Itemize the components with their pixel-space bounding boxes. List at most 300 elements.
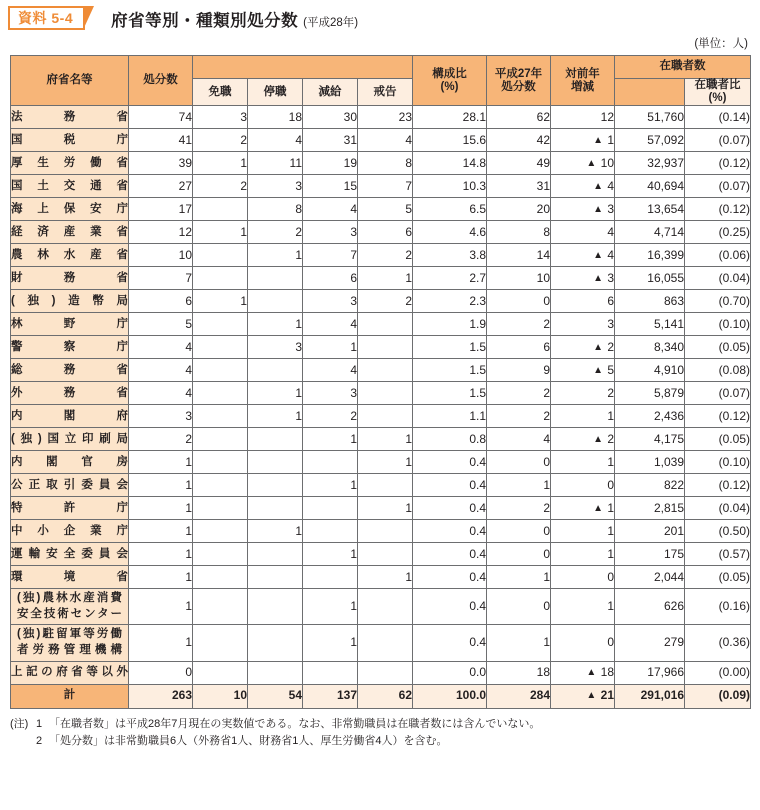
cell-ministry-name xyxy=(11,625,129,661)
cell-employee-ratio: (0.06) xyxy=(685,244,751,267)
footnote-row xyxy=(10,733,760,750)
cell-yoy-change: 0 xyxy=(551,474,615,497)
cell-composition-ratio: 1.5 xyxy=(413,382,487,405)
cell-reprimand xyxy=(358,405,413,428)
triangle-negative-icon: ▲ xyxy=(593,134,603,146)
cell-composition-ratio: 6.5 xyxy=(413,198,487,221)
cell-employees: 51,760 xyxy=(615,106,685,129)
cell-pay-cut: 1 xyxy=(303,474,358,497)
cell-employees: 40,694 xyxy=(615,175,685,198)
cell-reprimand xyxy=(358,625,413,661)
cell-ministry-name: 法務省 xyxy=(11,106,129,129)
cell-prev-year: 0 xyxy=(487,451,551,474)
cell-reprimand: 1 xyxy=(358,497,413,520)
cell-prev-year: 2 xyxy=(487,382,551,405)
cell-total-actions: 3 xyxy=(129,405,193,428)
cell-ministry-name: 特許庁 xyxy=(11,497,129,520)
footnote-text-2: 「処分数」は非常勤職員6人（外務省1人、財務省1人、厚生労働省4人）を含む。 xyxy=(49,734,448,747)
cell-suspension: 1 xyxy=(248,520,303,543)
cell-pay-cut: 2 xyxy=(303,405,358,428)
cell-ministry-name: 内閣官房 xyxy=(11,451,129,474)
cell-employees: 57,092 xyxy=(615,129,685,152)
cell-ministry-name: 総務省 xyxy=(11,359,129,382)
table-total-row xyxy=(11,684,751,708)
cell-prev-year: 2 xyxy=(487,497,551,520)
cell-composition-ratio: 2.7 xyxy=(413,267,487,290)
cell-pay-cut xyxy=(303,497,358,520)
cell-pay-cut: 31 xyxy=(303,129,358,152)
cell-dismissal xyxy=(193,428,248,451)
cell-yoy-change: ▲ 4 xyxy=(551,175,615,198)
cell-reprimand xyxy=(358,313,413,336)
cell-pay-cut: 6 xyxy=(303,267,358,290)
cell-total-actions: 6 xyxy=(129,290,193,313)
table-row xyxy=(11,290,751,313)
cell-dismissal xyxy=(193,382,248,405)
cell-pay-cut: 7 xyxy=(303,244,358,267)
cell-dismissal xyxy=(193,589,248,625)
col-header-composition-ratio-line1: 構成比 xyxy=(432,67,467,80)
cell-employee-ratio: (0.10) xyxy=(685,451,751,474)
cell-prev-year: 0 xyxy=(487,290,551,313)
cell-pay-cut: 1 xyxy=(303,625,358,661)
cell-employee-ratio: (0.10) xyxy=(685,313,751,336)
cell-ministry-name: 海上保安庁 xyxy=(11,198,129,221)
cell-prev-year: 9 xyxy=(487,359,551,382)
cell-yoy-change: ▲ 1 xyxy=(551,129,615,152)
triangle-negative-icon: ▲ xyxy=(586,157,597,169)
cell-prev-year: 18 xyxy=(487,661,551,684)
cell-employee-ratio: (0.00) xyxy=(685,661,751,684)
cell-employees-total: 291,016 xyxy=(615,684,685,708)
cell-employee-ratio: (0.05) xyxy=(685,336,751,359)
cell-suspension: 4 xyxy=(248,129,303,152)
cell-total-actions: 0 xyxy=(129,661,193,684)
table-row xyxy=(11,106,751,129)
cell-employee-ratio: (0.12) xyxy=(685,198,751,221)
col-header-prev-year xyxy=(487,56,551,106)
table-row xyxy=(11,428,751,451)
table-row xyxy=(11,175,751,198)
cell-total-actions: 7 xyxy=(129,267,193,290)
cell-dismissal xyxy=(193,566,248,589)
cell-reprimand: 23 xyxy=(358,106,413,129)
cell-employee-ratio: (0.25) xyxy=(685,221,751,244)
cell-total-label: 計 xyxy=(11,684,129,708)
cell-prev-year: 62 xyxy=(487,106,551,129)
cell-suspension: 2 xyxy=(248,221,303,244)
cell-pay-cut-total: 137 xyxy=(303,684,358,708)
cell-reprimand: 1 xyxy=(358,267,413,290)
col-header-prev-year-line2: 処分数 xyxy=(501,80,536,93)
cell-pay-cut xyxy=(303,661,358,684)
triangle-negative-icon: ▲ xyxy=(586,690,597,702)
cell-suspension xyxy=(248,290,303,313)
cell-suspension xyxy=(248,543,303,566)
cell-reprimand: 1 xyxy=(358,566,413,589)
cell-reprimand: 5 xyxy=(358,198,413,221)
cell-employees: 13,654 xyxy=(615,198,685,221)
cell-reprimand xyxy=(358,543,413,566)
col-header-dismissal: 免職 xyxy=(193,79,248,106)
header-row-1 xyxy=(11,56,751,79)
table-row xyxy=(11,152,751,175)
cell-dismissal xyxy=(193,474,248,497)
disciplinary-actions-table xyxy=(10,55,751,709)
cell-reprimand: 6 xyxy=(358,221,413,244)
cell-dismissal xyxy=(193,267,248,290)
cell-prev-year: 20 xyxy=(487,198,551,221)
cell-reprimand: 2 xyxy=(358,244,413,267)
col-header-pay-cut: 減給 xyxy=(303,79,358,106)
cell-yoy-change: 3 xyxy=(551,313,615,336)
cell-yoy-change: 1 xyxy=(551,543,615,566)
cell-yoy-change: 2 xyxy=(551,382,615,405)
cell-yoy-change: 1 xyxy=(551,405,615,428)
cell-prev-year: 2 xyxy=(487,405,551,428)
cell-composition-ratio: 4.6 xyxy=(413,221,487,244)
cell-reprimand xyxy=(358,336,413,359)
cell-suspension xyxy=(248,661,303,684)
cell-employees: 8,340 xyxy=(615,336,685,359)
cell-suspension xyxy=(248,267,303,290)
table-row xyxy=(11,336,751,359)
cell-dismissal xyxy=(193,497,248,520)
cell-yoy-change: 6 xyxy=(551,290,615,313)
col-header-suspension: 停職 xyxy=(248,79,303,106)
cell-dismissal xyxy=(193,198,248,221)
col-header-employees-count xyxy=(615,79,685,106)
cell-employee-ratio: (0.36) xyxy=(685,625,751,661)
cell-employees: 279 xyxy=(615,625,685,661)
col-header-employee-ratio xyxy=(685,79,751,106)
cell-dismissal: 1 xyxy=(193,152,248,175)
table-row xyxy=(11,661,751,684)
cell-suspension xyxy=(248,497,303,520)
cell-yoy-change: ▲ 2 xyxy=(551,428,615,451)
cell-total-actions: 27 xyxy=(129,175,193,198)
cell-composition-ratio: 1.5 xyxy=(413,336,487,359)
cell-composition-ratio: 0.8 xyxy=(413,428,487,451)
document-title-bar xyxy=(0,0,760,30)
cell-employee-ratio: (0.12) xyxy=(685,152,751,175)
cell-prev-year: 49 xyxy=(487,152,551,175)
cell-prev-year: 10 xyxy=(487,267,551,290)
cell-dismissal xyxy=(193,336,248,359)
cell-ministry-name: 財務省 xyxy=(11,267,129,290)
cell-dismissal xyxy=(193,359,248,382)
cell-prev-year: 0 xyxy=(487,589,551,625)
cell-total-actions: 1 xyxy=(129,625,193,661)
cell-pay-cut: 30 xyxy=(303,106,358,129)
cell-reprimand: 8 xyxy=(358,152,413,175)
cell-composition-ratio: 0.4 xyxy=(413,589,487,625)
cell-prev-year: 8 xyxy=(487,221,551,244)
cell-dismissal xyxy=(193,451,248,474)
cell-employee-ratio: (0.12) xyxy=(685,405,751,428)
cell-composition-ratio: 1.1 xyxy=(413,405,487,428)
cell-composition-ratio: 0.4 xyxy=(413,451,487,474)
cell-employee-ratio: (0.05) xyxy=(685,428,751,451)
cell-employees: 1,039 xyxy=(615,451,685,474)
page-title-note: (平成28年) xyxy=(303,17,359,29)
cell-employee-ratio: (0.12) xyxy=(685,474,751,497)
cell-total-actions: 2 xyxy=(129,428,193,451)
cell-reprimand xyxy=(358,589,413,625)
cell-prev-year: 6 xyxy=(487,336,551,359)
unit-label: (単位：人) xyxy=(694,38,748,50)
table-row xyxy=(11,221,751,244)
cell-total-actions: 74 xyxy=(129,106,193,129)
col-header-yoy-change-line2: 増減 xyxy=(571,80,594,93)
cell-prev-year: 4 xyxy=(487,428,551,451)
cell-yoy-change: ▲ 5 xyxy=(551,359,615,382)
cell-dismissal xyxy=(193,405,248,428)
footnote-index-1: 1 xyxy=(36,717,43,730)
cell-employees: 16,399 xyxy=(615,244,685,267)
table-row xyxy=(11,129,751,152)
cell-dismissal: 2 xyxy=(193,129,248,152)
cell-suspension: 11 xyxy=(248,152,303,175)
cell-composition-ratio: 2.3 xyxy=(413,290,487,313)
cell-employee-ratio: (0.04) xyxy=(685,267,751,290)
table-row xyxy=(11,474,751,497)
cell-yoy-change: ▲ 2 xyxy=(551,336,615,359)
triangle-negative-icon: ▲ xyxy=(593,433,603,445)
cell-employee-ratio: (0.08) xyxy=(685,359,751,382)
cell-employee-ratio: (0.04) xyxy=(685,497,751,520)
cell-reprimand xyxy=(358,382,413,405)
cell-reprimand xyxy=(358,474,413,497)
cell-employees: 2,436 xyxy=(615,405,685,428)
table-body xyxy=(11,106,751,708)
cell-prev-year: 14 xyxy=(487,244,551,267)
cell-pay-cut: 3 xyxy=(303,290,358,313)
cell-total-actions: 12 xyxy=(129,221,193,244)
footnote-index-2: 2 xyxy=(36,734,43,747)
cell-ministry-name: 農林水産省 xyxy=(11,244,129,267)
cell-pay-cut: 1 xyxy=(303,543,358,566)
cell-prev-year-total: 284 xyxy=(487,684,551,708)
cell-ministry-name: 厚生労働省 xyxy=(11,152,129,175)
figure-badge: 資料 5-4 xyxy=(8,6,85,30)
cell-prev-year: 0 xyxy=(487,520,551,543)
cell-employees: 16,055 xyxy=(615,267,685,290)
col-header-total-actions: 処分数 xyxy=(129,56,193,106)
cell-total-actions: 5 xyxy=(129,313,193,336)
cell-composition-ratio: 1.9 xyxy=(413,313,487,336)
table-row xyxy=(11,543,751,566)
cell-dismissal: 1 xyxy=(193,290,248,313)
cell-employees: 201 xyxy=(615,520,685,543)
col-header-employee-ratio-line2: (%) xyxy=(708,92,727,105)
cell-employee-ratio: (0.14) xyxy=(685,106,751,129)
cell-yoy-change: ▲ 4 xyxy=(551,244,615,267)
cell-employees: 17,966 xyxy=(615,661,685,684)
cell-ministry-name-line: 者労務管理機構 xyxy=(17,643,122,656)
triangle-negative-icon: ▲ xyxy=(593,203,603,215)
triangle-negative-icon: ▲ xyxy=(586,666,597,678)
cell-total-actions: 1 xyxy=(129,451,193,474)
cell-dismissal: 3 xyxy=(193,106,248,129)
page-title xyxy=(111,7,358,31)
cell-suspension: 1 xyxy=(248,244,303,267)
cell-suspension: 1 xyxy=(248,313,303,336)
triangle-negative-icon: ▲ xyxy=(593,502,603,514)
cell-pay-cut: 1 xyxy=(303,336,358,359)
cell-suspension xyxy=(248,428,303,451)
figure-badge-wrap xyxy=(8,10,85,28)
cell-ministry-name-line: 安全技術センター xyxy=(17,607,122,620)
cell-employee-ratio: (0.57) xyxy=(685,543,751,566)
footnote-label-spacer xyxy=(10,733,36,750)
cell-pay-cut: 1 xyxy=(303,589,358,625)
cell-suspension xyxy=(248,625,303,661)
table-row xyxy=(11,520,751,543)
cell-ministry-name-line: (独)駐留軍等労働 xyxy=(17,628,122,641)
cell-ministry-name: 内閣府 xyxy=(11,405,129,428)
cell-ministry-name: (独)造幣局 xyxy=(11,290,129,313)
cell-ministry-name: 運輸安全委員会 xyxy=(11,543,129,566)
cell-yoy-change: 1 xyxy=(551,451,615,474)
cell-employees: 822 xyxy=(615,474,685,497)
cell-composition-ratio: 0.0 xyxy=(413,661,487,684)
cell-composition-ratio: 3.8 xyxy=(413,244,487,267)
cell-total-actions-total: 263 xyxy=(129,684,193,708)
cell-total-actions: 4 xyxy=(129,359,193,382)
table-row xyxy=(11,198,751,221)
cell-total-actions: 4 xyxy=(129,382,193,405)
table-row xyxy=(11,625,751,661)
cell-ministry-name: (独)国立印刷局 xyxy=(11,428,129,451)
cell-yoy-change: 4 xyxy=(551,221,615,244)
cell-pay-cut: 4 xyxy=(303,313,358,336)
cell-suspension xyxy=(248,589,303,625)
cell-employee-ratio: (0.07) xyxy=(685,129,751,152)
table-row xyxy=(11,359,751,382)
cell-yoy-change: 12 xyxy=(551,106,615,129)
cell-reprimand: 7 xyxy=(358,175,413,198)
cell-yoy-change: 0 xyxy=(551,566,615,589)
cell-ministry-name: 外務省 xyxy=(11,382,129,405)
cell-suspension xyxy=(248,566,303,589)
cell-employee-ratio: (0.50) xyxy=(685,520,751,543)
cell-prev-year: 1 xyxy=(487,625,551,661)
cell-ministry-name: 国土交通省 xyxy=(11,175,129,198)
col-header-composition-ratio-line2: (%) xyxy=(440,80,459,93)
col-header-kind-group xyxy=(193,56,413,79)
footnote-label: (注) xyxy=(10,717,29,730)
cell-pay-cut: 19 xyxy=(303,152,358,175)
cell-yoy-change: ▲ 3 xyxy=(551,198,615,221)
cell-yoy-change: ▲ 3 xyxy=(551,267,615,290)
cell-employees: 2,815 xyxy=(615,497,685,520)
col-header-employee-ratio-line1: 在職者比 xyxy=(694,79,741,91)
cell-total-actions: 4 xyxy=(129,336,193,359)
cell-employees: 4,175 xyxy=(615,428,685,451)
cell-suspension: 18 xyxy=(248,106,303,129)
table-row xyxy=(11,267,751,290)
triangle-negative-icon: ▲ xyxy=(593,272,603,284)
cell-ministry-name: 中小企業庁 xyxy=(11,520,129,543)
cell-dismissal xyxy=(193,543,248,566)
cell-total-actions: 1 xyxy=(129,474,193,497)
cell-suspension: 8 xyxy=(248,198,303,221)
cell-dismissal-total: 10 xyxy=(193,684,248,708)
table-container xyxy=(0,51,760,709)
cell-suspension xyxy=(248,474,303,497)
triangle-negative-icon: ▲ xyxy=(593,249,603,261)
cell-suspension: 3 xyxy=(248,175,303,198)
col-header-employees-group: 在職者数 xyxy=(615,56,751,79)
cell-employees: 5,141 xyxy=(615,313,685,336)
cell-ministry-name: 経済産業省 xyxy=(11,221,129,244)
cell-composition-ratio: 0.4 xyxy=(413,474,487,497)
cell-prev-year: 0 xyxy=(487,543,551,566)
cell-yoy-change: 0 xyxy=(551,625,615,661)
cell-dismissal xyxy=(193,520,248,543)
cell-employee-ratio: (0.70) xyxy=(685,290,751,313)
cell-reprimand xyxy=(358,359,413,382)
cell-total-actions: 1 xyxy=(129,543,193,566)
page-title-main: 府省等別・種類別処分数 xyxy=(111,12,299,30)
cell-dismissal: 1 xyxy=(193,221,248,244)
table-row xyxy=(11,566,751,589)
cell-suspension: 3 xyxy=(248,336,303,359)
cell-dismissal xyxy=(193,313,248,336)
cell-pay-cut: 3 xyxy=(303,382,358,405)
cell-employee-ratio: (0.07) xyxy=(685,382,751,405)
cell-yoy-change: 1 xyxy=(551,520,615,543)
cell-dismissal xyxy=(193,244,248,267)
cell-total-actions: 10 xyxy=(129,244,193,267)
cell-composition-ratio: 0.4 xyxy=(413,543,487,566)
footnote-row xyxy=(10,716,760,733)
cell-composition-ratio: 0.4 xyxy=(413,566,487,589)
cell-ministry-name: 国税庁 xyxy=(11,129,129,152)
cell-composition-ratio: 14.8 xyxy=(413,152,487,175)
cell-employee-ratio: (0.16) xyxy=(685,589,751,625)
cell-composition-ratio: 28.1 xyxy=(413,106,487,129)
footnote-text-1: 「在職者数」は平成28年7月現在の実数値である。なお、非常勤職員は在職者数には含んでいない。 xyxy=(49,717,541,730)
cell-employees: 5,879 xyxy=(615,382,685,405)
cell-composition-ratio: 0.4 xyxy=(413,520,487,543)
cell-suspension xyxy=(248,359,303,382)
cell-total-actions: 1 xyxy=(129,566,193,589)
cell-employees: 863 xyxy=(615,290,685,313)
cell-reprimand xyxy=(358,520,413,543)
cell-composition-ratio: 0.4 xyxy=(413,497,487,520)
cell-suspension: 1 xyxy=(248,405,303,428)
cell-suspension: 1 xyxy=(248,382,303,405)
cell-employees: 626 xyxy=(615,589,685,625)
cell-total-actions: 41 xyxy=(129,129,193,152)
cell-total-actions: 1 xyxy=(129,497,193,520)
cell-total-actions: 39 xyxy=(129,152,193,175)
cell-reprimand: 2 xyxy=(358,290,413,313)
cell-ministry-name: 上記の府省等以外 xyxy=(11,661,129,684)
cell-pay-cut xyxy=(303,566,358,589)
table-row xyxy=(11,405,751,428)
cell-employee-ratio: (0.05) xyxy=(685,566,751,589)
cell-ministry-name: 警察庁 xyxy=(11,336,129,359)
cell-pay-cut: 4 xyxy=(303,198,358,221)
col-header-composition-ratio xyxy=(413,56,487,106)
cell-suspension xyxy=(248,451,303,474)
cell-total-actions: 1 xyxy=(129,589,193,625)
cell-composition-ratio: 10.3 xyxy=(413,175,487,198)
cell-pay-cut xyxy=(303,520,358,543)
